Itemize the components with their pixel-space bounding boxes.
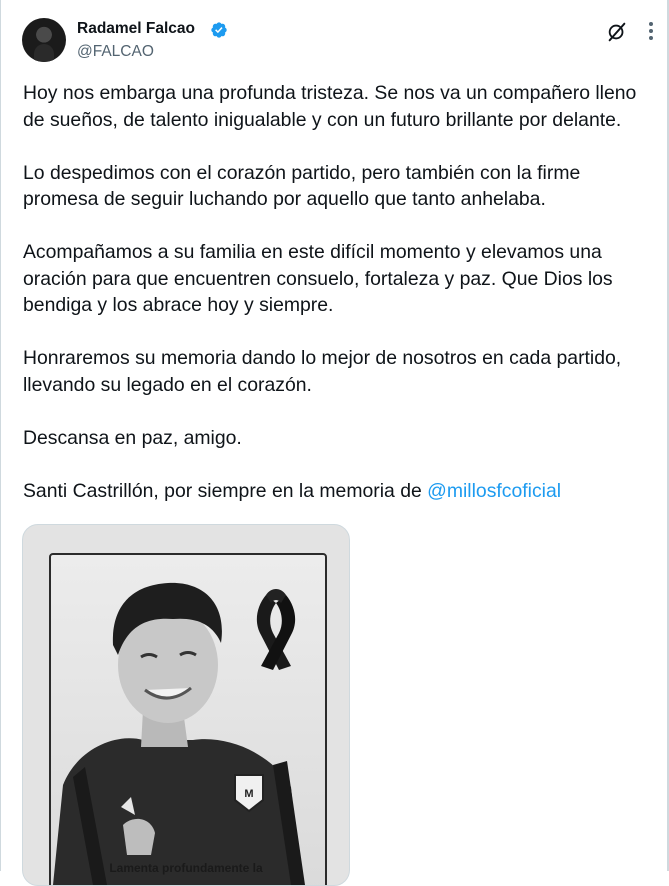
paragraph-1	[23, 80, 653, 133]
text-line: oración para que encuentren consuelo, fortaleza y paz. Que Dios los	[23, 267, 613, 290]
text-line: Descansa en paz, amigo.	[23, 426, 242, 449]
memorial-caption: Lamenta profundamente la	[109, 861, 263, 875]
author-handle[interactable]: @FALCAO	[77, 43, 154, 60]
text-line: llevando su legado en el corazón.	[23, 373, 312, 396]
memorial-photo	[23, 525, 349, 885]
text-line: Hoy nos embarga una profunda tristeza. Se nos va un compañero lleno	[23, 82, 637, 104]
more-options-icon[interactable]	[641, 19, 661, 43]
paragraph-5	[23, 425, 653, 452]
author-name[interactable]: Radamel Falcao	[77, 20, 196, 37]
paragraph-6	[23, 478, 653, 505]
verified-badge-icon	[210, 21, 228, 39]
text-line: de sueños, de talento inigualable y con un futuro brillante por delante.	[23, 108, 622, 131]
text-line: Lo despedimos con el corazón partido, pero también con la firme	[23, 161, 581, 184]
text-line: Acompañamos a su familia en este difícil momento y elevamos una	[23, 241, 602, 263]
post-text	[23, 80, 653, 531]
grok-icon[interactable]	[606, 21, 628, 43]
mourning-ribbon-icon	[257, 589, 295, 670]
left-border	[0, 0, 1, 871]
mention-link[interactable]: @millosfcoficial	[427, 479, 562, 502]
text-line: bendiga y los abrace hoy y siempre.	[23, 294, 334, 316]
text-line: Honraremos su memoria dando lo mejor de nosotros en cada partido,	[23, 347, 622, 369]
paragraph-2	[23, 160, 653, 213]
paragraph-3	[23, 239, 653, 319]
text-line: promesa de seguir luchando por aquello que tanto anhelaba.	[23, 188, 546, 210]
paragraph-4	[23, 345, 653, 398]
post-media-image[interactable]	[22, 524, 350, 886]
text-line: Santi Castrillón, por siempre en la memoria de	[23, 479, 428, 502]
svg-text:M: M	[244, 788, 254, 800]
avatar[interactable]	[22, 18, 66, 62]
